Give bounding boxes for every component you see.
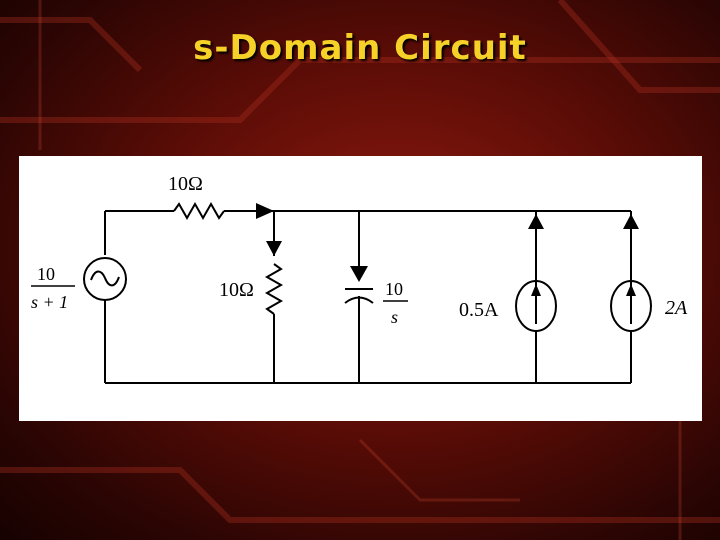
sine-symbol xyxy=(91,271,119,285)
current-source-1-label: 0.5A xyxy=(459,299,499,321)
cs2-top-arrow xyxy=(623,214,639,229)
capacitor-denominator: s xyxy=(391,307,399,327)
shunt-current-arrow xyxy=(266,241,282,256)
series-resistor-label: 10Ω xyxy=(168,173,203,195)
cs1-inner-arrowhead xyxy=(531,284,541,296)
cs2-inner-arrowhead xyxy=(626,284,636,296)
shunt-resistor-label: 10Ω xyxy=(219,279,254,301)
shunt-resistor xyxy=(267,264,281,314)
capacitor-numerator: 10 xyxy=(385,279,403,299)
cap-current-arrow xyxy=(350,266,368,282)
circuit-diagram xyxy=(19,156,702,421)
circuit-schematic xyxy=(19,156,702,421)
series-current-arrow xyxy=(256,203,274,219)
source-numerator: 10 xyxy=(37,264,55,284)
source-denominator: s + 1 xyxy=(31,292,69,312)
slide-title: s-Domain Circuit xyxy=(193,28,527,68)
cs1-top-arrow xyxy=(528,214,544,229)
series-resistor xyxy=(174,204,224,218)
current-source-2-label: 2A xyxy=(665,297,688,319)
